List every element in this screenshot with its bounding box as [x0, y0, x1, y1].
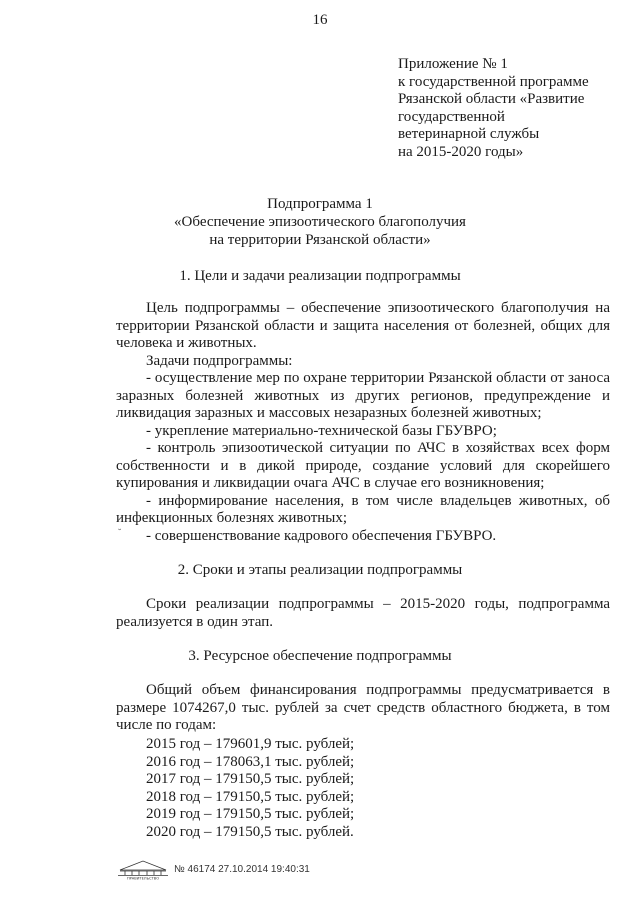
document-registration-info: № 46174 27.10.2014 19:40:31 [174, 864, 310, 875]
goal-paragraph: Цель подпрограммы – обеспечение эпизоотического благополучия на территории Рязанской области и защита населения от болезней, общих для человека и животных. [116, 300, 610, 351]
subprogram-title [0, 195, 640, 249]
title-line-2: «Обеспечение эпизоотического благополучия [174, 214, 466, 230]
funding-year-item: 2018 год – 179150,5 тыс. рублей; [146, 788, 355, 805]
appendix-line: Рязанской области «Развитие [398, 91, 585, 107]
task-item: - осуществление мер по охране территории Рязанской области от заноса заразных болезней животных из других регионов, предупреждение и ликвидация заразных и массовых незаразных болезней животных; [116, 370, 610, 421]
funding-by-year-list [146, 736, 354, 841]
terms-paragraph: Сроки реализации подпрограммы – 2015-2020 годы, подпрограмма реализуется в один этап. [116, 596, 610, 630]
margin-mark: ˘ [118, 528, 122, 539]
appendix-line: к государственной программе [398, 73, 589, 90]
section-1-heading: 1. Цели и задачи реализации подпрограммы [179, 268, 461, 284]
task-item: - контроль эпизоотической ситуации по АЧС в хозяйствах всех форм собственности и в дикой природе, создание условий для скорейшего купирования и ликвидации очага АЧС в случае его возникновения; [116, 440, 610, 491]
task-item: - совершенствование кадрового обеспечения ГБУВРО. [146, 527, 497, 544]
funding-year-item: 2019 год – 179150,5 тыс. рублей; [146, 806, 355, 822]
section-3-heading: 3. Ресурсное обеспечение подпрограммы [188, 648, 452, 664]
appendix-line: государственной [398, 108, 505, 125]
funding-year-item: 2017 год – 179150,5 тыс. рублей; [146, 771, 355, 787]
task-item: - укрепление материально-технической базы ГБУВРО; [146, 422, 497, 439]
title-line-1: Подпрограмма 1 [267, 196, 373, 212]
stamp-label: ПРАВИТЕЛЬСТВО [126, 876, 160, 880]
government-building-icon [116, 858, 170, 880]
page-number: 16 [312, 12, 328, 28]
appendix-line: на 2015-2020 годы» [398, 143, 524, 160]
appendix-header [398, 56, 623, 161]
tasks-label: Задачи подпрограммы: [146, 352, 293, 369]
appendix-line: Приложение № 1 [398, 56, 508, 72]
section-3-body [116, 682, 610, 735]
funding-paragraph: Общий объем финансирования подпрограммы предусматривается в размере 1074267,0 тыс. рублей за счет средств областного бюджета, в том числе по годам: [116, 682, 610, 733]
funding-year-item: 2016 год – 178063,1 тыс. рублей; [146, 753, 355, 770]
task-item: - информирование населения, в том числе владельцев животных, об инфекционных болезнях животных; [116, 492, 610, 526]
document-footer [116, 858, 416, 884]
section-1-body [116, 300, 610, 545]
title-line-3: на территории Рязанской области» [209, 232, 431, 248]
section-2-body [116, 596, 610, 631]
section-2-heading: 2. Сроки и этапы реализации подпрограммы [177, 562, 463, 578]
appendix-line: ветеринарной службы [398, 126, 540, 142]
funding-year-item: 2015 год – 179601,9 тыс. рублей; [146, 736, 355, 752]
funding-year-item: 2020 год – 179150,5 тыс. рублей. [146, 823, 354, 840]
